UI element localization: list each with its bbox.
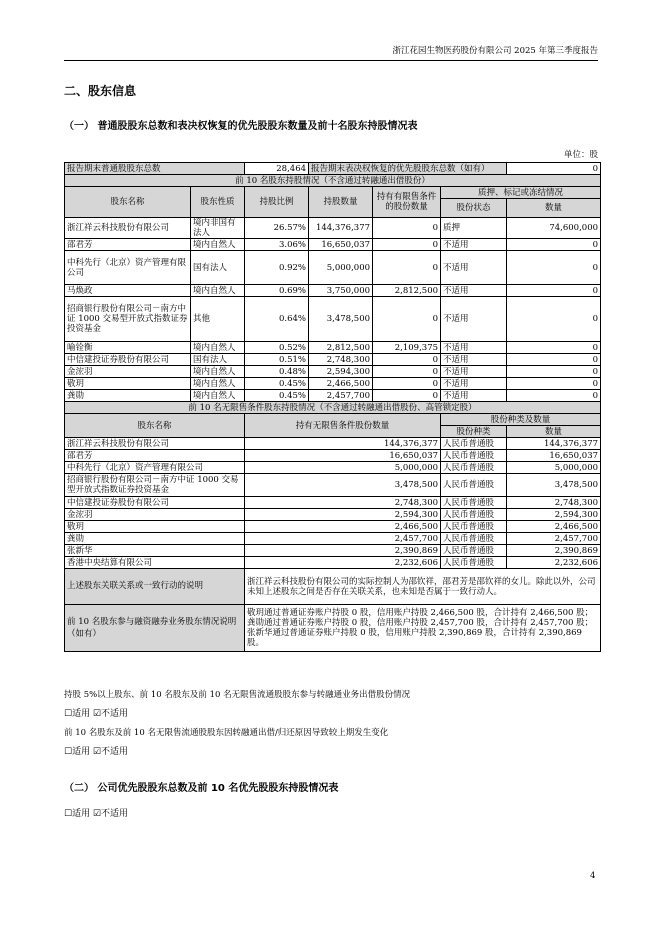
pledge-status: 不适用 bbox=[441, 342, 507, 354]
holding-qty: 2,748,300 bbox=[309, 354, 373, 366]
lending-paragraph: 持股 5%以上股东、前 10 名股东及前 10 名无限售流通股股东参与转融通业务出借股份情况 bbox=[64, 690, 411, 700]
subsection-title-2: （二） 公司优先股股东总数及前 10 名优先股股东持股情况表 bbox=[64, 783, 339, 794]
pledge-number: 0 bbox=[507, 239, 601, 251]
u-shareholder-name: 邵君芳 bbox=[65, 450, 245, 462]
pledge-number: 0 bbox=[507, 354, 601, 366]
u-holding-qty: 5,000,000 bbox=[245, 462, 441, 474]
pledge-number: 0 bbox=[507, 366, 601, 378]
top10-row bbox=[65, 239, 601, 251]
holding-qty: 2,466,500 bbox=[309, 378, 373, 390]
top10-row bbox=[65, 342, 601, 354]
shareholder-nature: 境内自然人 bbox=[191, 342, 245, 354]
unrestricted-row bbox=[65, 497, 601, 509]
col-number: 数量 bbox=[507, 199, 601, 218]
pledge-status: 不适用 bbox=[441, 297, 507, 342]
u-share-type: 人民币普通股 bbox=[441, 545, 507, 557]
shareholder-name: 招商银行股份有限公司－南方中证 1000 交易型开放式指数证券投资基金 bbox=[65, 297, 191, 342]
holding-ratio: 0.45% bbox=[245, 390, 309, 402]
u-share-number: 16,650,037 bbox=[507, 450, 601, 462]
u-share-number: 2,232,606 bbox=[507, 557, 601, 569]
u-shareholder-name: 浙江祥云科技股份有限公司 bbox=[65, 438, 245, 450]
shareholder-nature: 国有法人 bbox=[191, 354, 245, 366]
relation-text: 浙江祥云科技股份有限公司的实际控制人为邵钦祥，邵君芳是邵钦祥的女儿。除此以外，公司未知上述股东之间是否存在关联关系，也未知是否属于一致行动人。 bbox=[245, 569, 601, 605]
u-holding-qty: 3,478,500 bbox=[245, 474, 441, 497]
u-share-type: 人民币普通股 bbox=[441, 462, 507, 474]
pledge-number: 0 bbox=[507, 297, 601, 342]
pledge-status: 不适用 bbox=[441, 366, 507, 378]
holding-ratio: 0.92% bbox=[245, 251, 309, 285]
pledge-status: 质押 bbox=[441, 218, 507, 239]
top10-row bbox=[65, 297, 601, 342]
u-col-name: 股东名称 bbox=[65, 414, 245, 438]
holding-ratio: 3.06% bbox=[245, 239, 309, 251]
u-share-type: 人民币普通股 bbox=[441, 509, 507, 521]
pledge-status: 不适用 bbox=[441, 354, 507, 366]
u-share-type: 人民币普通股 bbox=[441, 450, 507, 462]
u-holding-qty: 16,650,037 bbox=[245, 450, 441, 462]
subsection-title-1: （一） 普通股股东总数和表决权恢复的优先股股东数量及前十名股东持股情况表 bbox=[64, 121, 418, 132]
shareholder-name: 马焕政 bbox=[65, 285, 191, 297]
u-share-type: 人民币普通股 bbox=[441, 521, 507, 533]
holding-qty: 3,750,000 bbox=[309, 285, 373, 297]
pledge-number: 0 bbox=[507, 342, 601, 354]
u-share-number: 2,748,300 bbox=[507, 497, 601, 509]
unrestricted-title: 前 10 名无限售条件股东持股情况（不含通过转融通出借股份、高管锁定股） bbox=[65, 402, 601, 414]
header-divider bbox=[64, 60, 598, 61]
pledge-status: 不适用 bbox=[441, 378, 507, 390]
top10-row bbox=[65, 390, 601, 402]
u-col-number: 数量 bbox=[507, 426, 601, 438]
u-share-number: 2,457,700 bbox=[507, 533, 601, 545]
top10-row bbox=[65, 366, 601, 378]
preferred-holders-value: 0 bbox=[507, 163, 601, 175]
preferred-holders-label: 报告期末表决权恢复的优先股股东总数（如有） bbox=[309, 163, 507, 175]
holding-qty: 16,650,037 bbox=[309, 239, 373, 251]
u-shareholder-name: 龚勋 bbox=[65, 533, 245, 545]
u-share-number: 2,466,500 bbox=[507, 521, 601, 533]
holding-ratio: 0.69% bbox=[245, 285, 309, 297]
shareholder-name: 敬玥 bbox=[65, 378, 191, 390]
unrestricted-row bbox=[65, 438, 601, 450]
pledge-number: 0 bbox=[507, 390, 601, 402]
shareholder-nature: 其他 bbox=[191, 297, 245, 342]
section-title: 二、股东信息 bbox=[64, 84, 137, 98]
unit-label: 单位：股 bbox=[563, 150, 598, 160]
u-shareholder-name: 张新华 bbox=[65, 545, 245, 557]
holding-ratio: 0.48% bbox=[245, 366, 309, 378]
change-paragraph: 前 10 名股东及前 10 名无限售流通股股东因转融通出借/归还原因导致较上期发生变化 bbox=[64, 728, 389, 738]
shareholder-nature: 境内自然人 bbox=[191, 390, 245, 402]
pledge-number: 0 bbox=[507, 378, 601, 390]
u-holding-qty: 2,232,606 bbox=[245, 557, 441, 569]
preferred-options: ☐适用 ☑不适用 bbox=[64, 809, 128, 819]
page-number: 4 bbox=[590, 871, 596, 881]
restricted-qty: 0 bbox=[373, 251, 441, 285]
shareholder-nature: 境内自然人 bbox=[191, 239, 245, 251]
top10-row bbox=[65, 378, 601, 390]
col-pledge: 质押、标记或冻结情况 bbox=[441, 187, 601, 199]
report-header: 浙江花园生物医药股份有限公司 2025 年第三季度报告 bbox=[392, 46, 598, 56]
top10-title: 前 10 名股东持股情况（不含通过转融通出借股份） bbox=[65, 175, 601, 187]
restricted-qty: 0 bbox=[373, 354, 441, 366]
u-share-type: 人民币普通股 bbox=[441, 438, 507, 450]
relation-row bbox=[65, 569, 601, 605]
holding-ratio: 0.64% bbox=[245, 297, 309, 342]
restricted-qty: 0 bbox=[373, 366, 441, 378]
pledge-number: 0 bbox=[507, 285, 601, 297]
u-share-number: 2,390,869 bbox=[507, 545, 601, 557]
holding-ratio: 0.51% bbox=[245, 354, 309, 366]
u-holding-qty: 2,466,500 bbox=[245, 521, 441, 533]
holding-qty: 5,000,000 bbox=[309, 251, 373, 285]
shareholder-nature: 国有法人 bbox=[191, 251, 245, 285]
u-shareholder-name: 金浤羽 bbox=[65, 509, 245, 521]
unrestricted-row bbox=[65, 474, 601, 497]
top10-row bbox=[65, 218, 601, 239]
col-qty: 持股数量 bbox=[309, 187, 373, 218]
shareholder-name: 喻铨衡 bbox=[65, 342, 191, 354]
col-status: 股份状态 bbox=[441, 199, 507, 218]
top10-header-row-1 bbox=[65, 187, 601, 199]
restricted-qty: 2,812,500 bbox=[373, 285, 441, 297]
holding-qty: 2,594,300 bbox=[309, 366, 373, 378]
shareholder-nature: 境内自然人 bbox=[191, 366, 245, 378]
margin-label: 前 10 名股东参与融资融券业务股东情况说明（如有） bbox=[65, 605, 245, 652]
u-share-number: 5,000,000 bbox=[507, 462, 601, 474]
top10-row bbox=[65, 285, 601, 297]
restricted-qty: 2,109,375 bbox=[373, 342, 441, 354]
u-holding-qty: 2,594,300 bbox=[245, 509, 441, 521]
top10-row bbox=[65, 354, 601, 366]
unrestricted-row bbox=[65, 533, 601, 545]
unrestricted-row bbox=[65, 462, 601, 474]
u-shareholder-name: 香港中央结算有限公司 bbox=[65, 557, 245, 569]
u-share-type: 人民币普通股 bbox=[441, 533, 507, 545]
u-share-number: 3,478,500 bbox=[507, 474, 601, 497]
holding-ratio: 26.57% bbox=[245, 218, 309, 239]
unrestricted-header-row-1 bbox=[65, 414, 601, 426]
u-holding-qty: 2,748,300 bbox=[245, 497, 441, 509]
col-ratio: 持股比例 bbox=[245, 187, 309, 218]
unrestricted-row bbox=[65, 450, 601, 462]
change-options: ☐适用 ☑不适用 bbox=[64, 747, 128, 757]
u-shareholder-name: 中科先行（北京）资产管理有限公司 bbox=[65, 462, 245, 474]
shareholder-nature: 境内非国有法人 bbox=[191, 218, 245, 239]
u-col-type: 股份种类 bbox=[441, 426, 507, 438]
u-share-number: 2,594,300 bbox=[507, 509, 601, 521]
top10-title-row bbox=[65, 175, 601, 187]
pledge-status: 不适用 bbox=[441, 390, 507, 402]
margin-text: 敬玥通过普通证券账户持股 0 股，信用账户持股 2,466,500 股，合计持有 2,466,500 股；龚勋通过普通证券账户持股 0 股，信用账户持股 2,457,700 股，合计持有 2,457,700 股；张新华通过普通证券账户持股 0 股，信用账户持股 2,390,869 股，合计持有 2,390,869 股。 bbox=[245, 605, 601, 652]
holding-qty: 2,457,700 bbox=[309, 390, 373, 402]
holding-qty: 144,376,377 bbox=[309, 218, 373, 239]
restricted-qty: 0 bbox=[373, 390, 441, 402]
shareholder-nature: 境内自然人 bbox=[191, 285, 245, 297]
u-col-kind: 股份种类及数量 bbox=[441, 414, 601, 426]
unrestricted-row bbox=[65, 557, 601, 569]
pledge-status: 不适用 bbox=[441, 239, 507, 251]
top10-row bbox=[65, 251, 601, 285]
shareholder-name: 龚勋 bbox=[65, 390, 191, 402]
restricted-qty: 0 bbox=[373, 378, 441, 390]
unrestricted-title-row bbox=[65, 402, 601, 414]
margin-row bbox=[65, 605, 601, 652]
u-holding-qty: 2,457,700 bbox=[245, 533, 441, 545]
u-share-number: 144,376,377 bbox=[507, 438, 601, 450]
shareholder-name: 中科先行（北京）资产管理有限公司 bbox=[65, 251, 191, 285]
u-holding-qty: 144,376,377 bbox=[245, 438, 441, 450]
restricted-qty: 0 bbox=[373, 239, 441, 251]
u-shareholder-name: 敬玥 bbox=[65, 521, 245, 533]
holding-ratio: 0.45% bbox=[245, 378, 309, 390]
col-nature: 股东性质 bbox=[191, 187, 245, 218]
pledge-status: 不适用 bbox=[441, 251, 507, 285]
u-col-qty: 持有无限售条件股份数量 bbox=[245, 414, 441, 438]
shareholder-name: 邵君芳 bbox=[65, 239, 191, 251]
restricted-qty: 0 bbox=[373, 218, 441, 239]
col-name: 股东名称 bbox=[65, 187, 191, 218]
holding-qty: 3,478,500 bbox=[309, 297, 373, 342]
u-share-type: 人民币普通股 bbox=[441, 497, 507, 509]
restricted-qty: 0 bbox=[373, 297, 441, 342]
holding-qty: 2,812,500 bbox=[309, 342, 373, 354]
lending-options: ☐适用 ☑不适用 bbox=[64, 709, 128, 719]
u-shareholder-name: 中信建投证券股份有限公司 bbox=[65, 497, 245, 509]
unrestricted-row bbox=[65, 545, 601, 557]
total-holders-value: 28,464 bbox=[245, 163, 309, 175]
unrestricted-row bbox=[65, 521, 601, 533]
pledge-number: 0 bbox=[507, 251, 601, 285]
u-shareholder-name: 招商银行股份有限公司－南方中证 1000 交易型开放式指数证券投资基金 bbox=[65, 474, 245, 497]
pledge-number: 74,600,000 bbox=[507, 218, 601, 239]
shareholder-name: 浙江祥云科技股份有限公司 bbox=[65, 218, 191, 239]
unrestricted-row bbox=[65, 509, 601, 521]
shareholder-table bbox=[64, 162, 601, 652]
shareholder-name: 中信建投证券股份有限公司 bbox=[65, 354, 191, 366]
u-share-type: 人民币普通股 bbox=[441, 474, 507, 497]
u-share-type: 人民币普通股 bbox=[441, 557, 507, 569]
u-holding-qty: 2,390,869 bbox=[245, 545, 441, 557]
pledge-status: 不适用 bbox=[441, 285, 507, 297]
summary-row bbox=[65, 163, 601, 175]
shareholder-name: 金浤羽 bbox=[65, 366, 191, 378]
col-restricted: 持有有限售条件的股份数量 bbox=[373, 187, 441, 218]
relation-label: 上述股东关联关系或一致行动的说明 bbox=[65, 569, 245, 605]
shareholder-nature: 境内自然人 bbox=[191, 378, 245, 390]
total-holders-label: 报告期末普通股股东总数 bbox=[65, 163, 245, 175]
holding-ratio: 0.52% bbox=[245, 342, 309, 354]
